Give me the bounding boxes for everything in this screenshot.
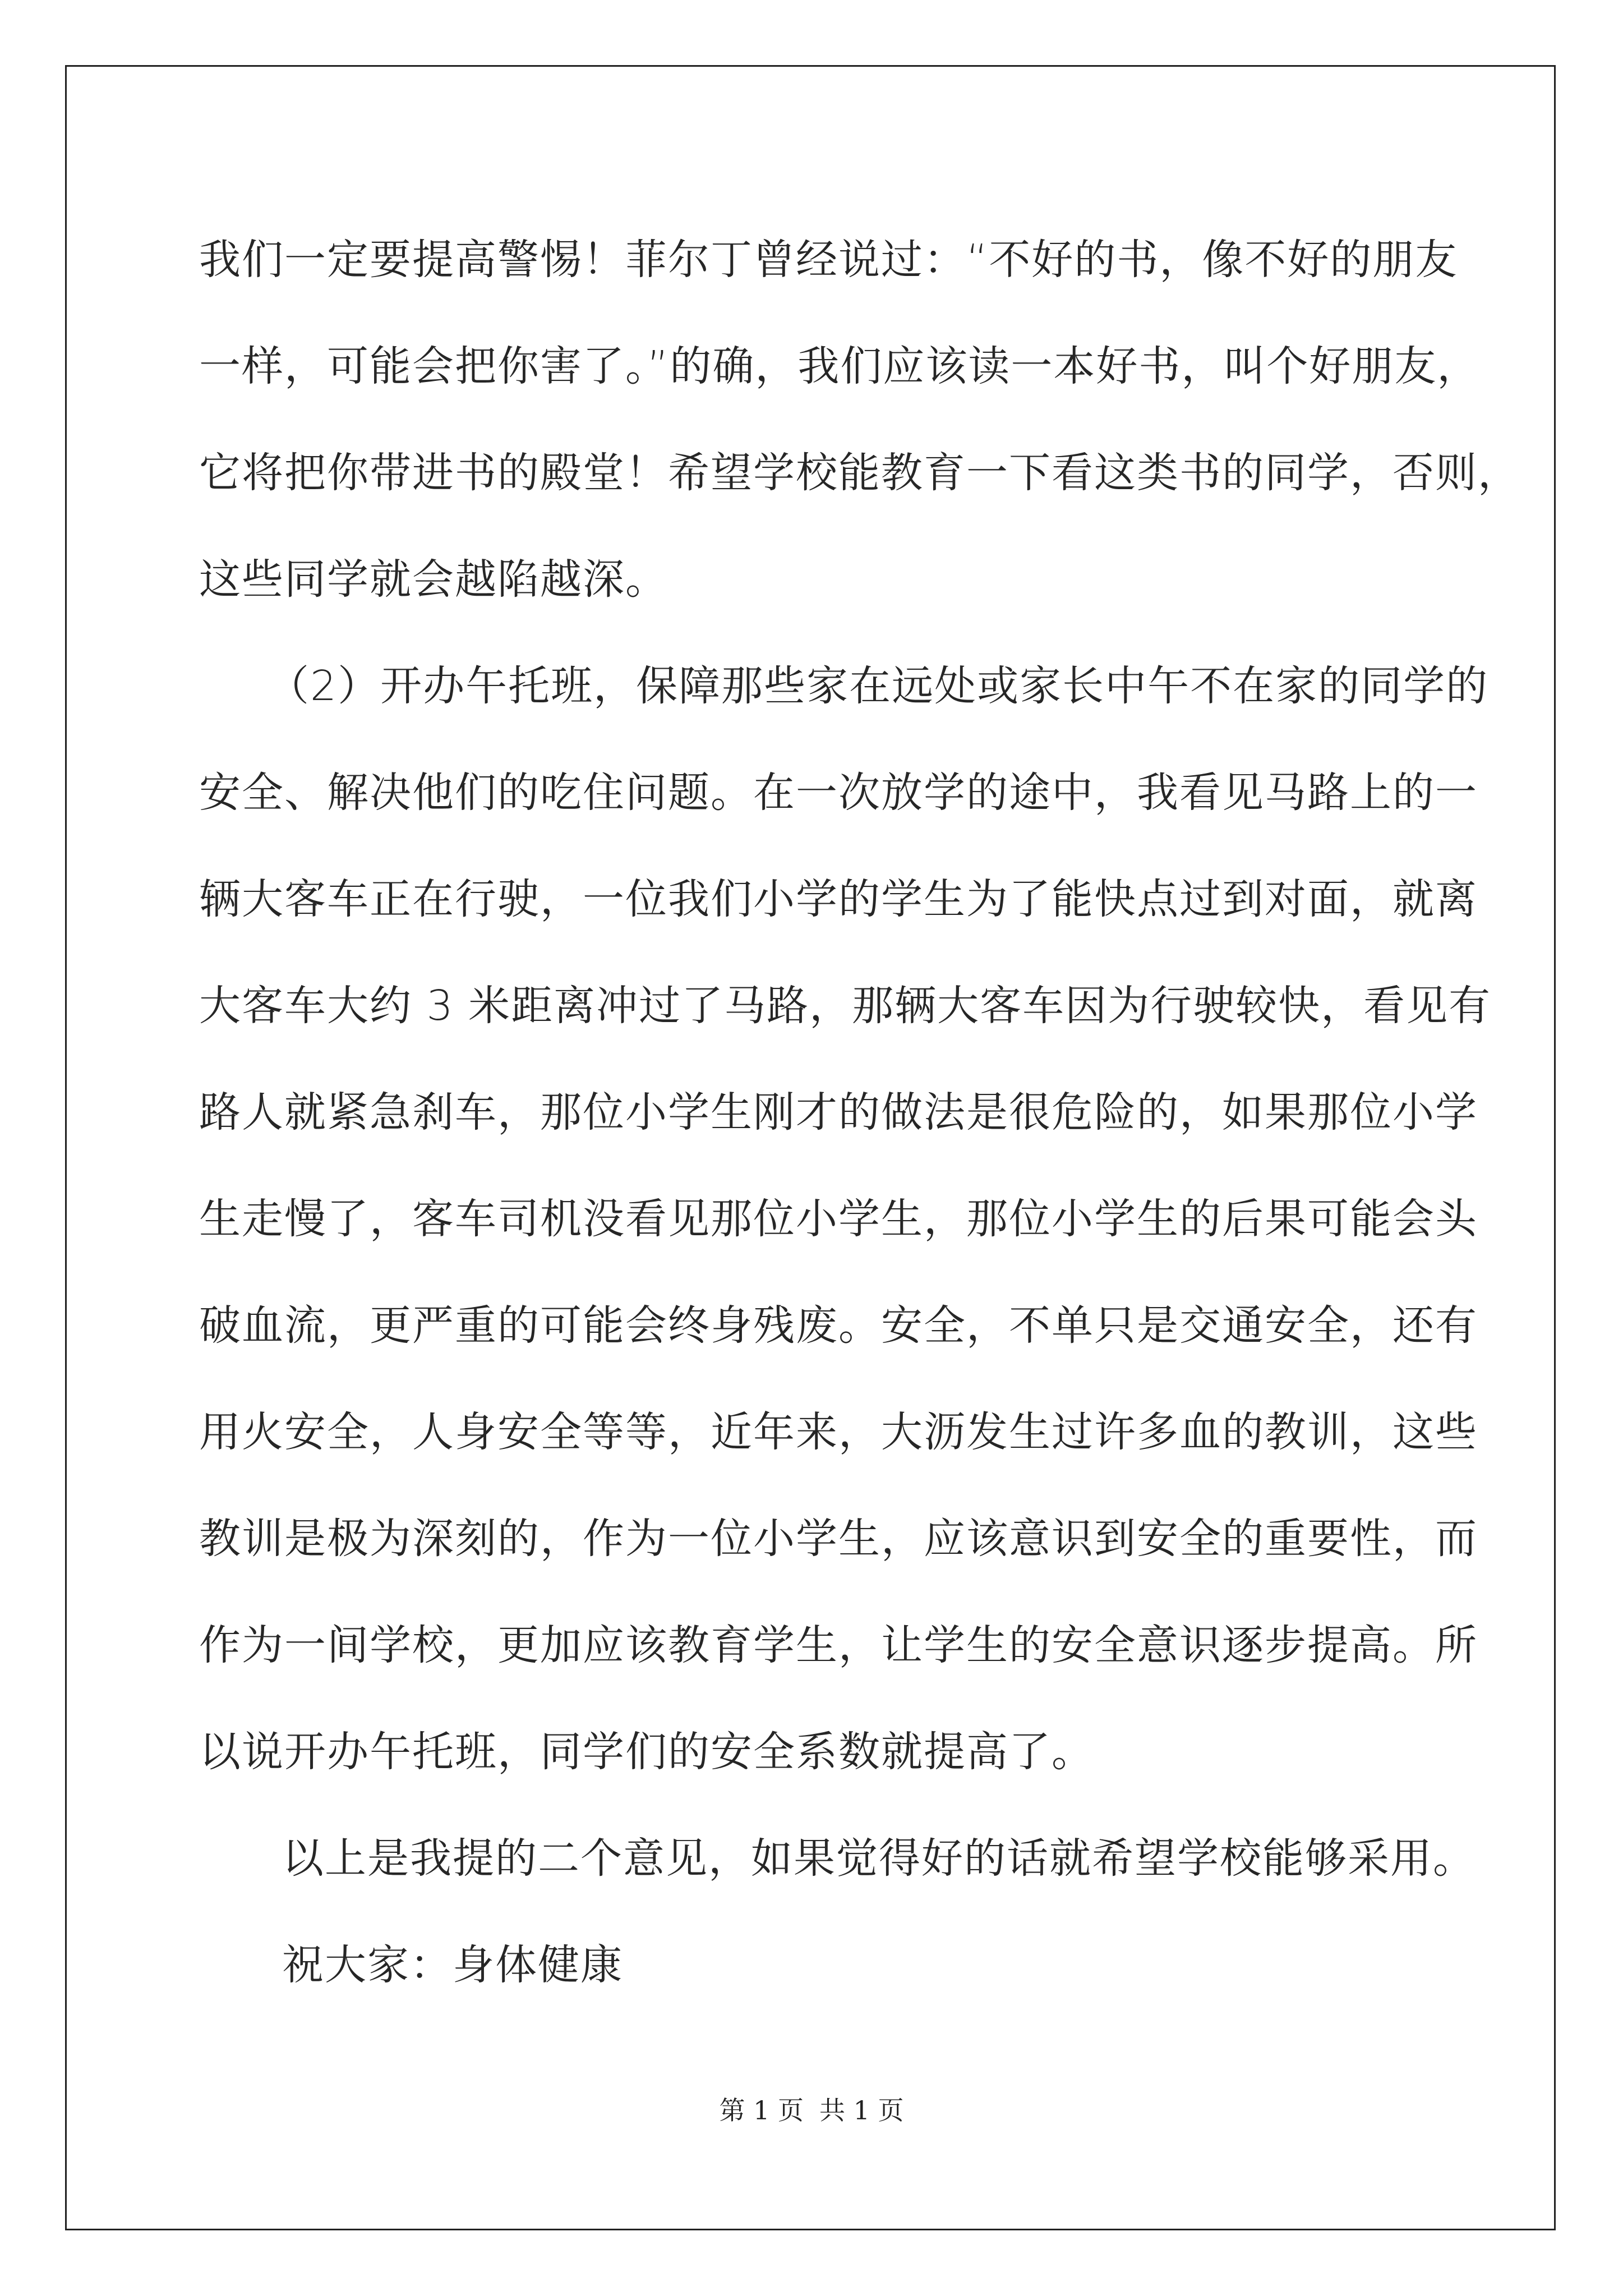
text-line: 安全、解决他们的吃住问题。在一次放学的途中，我看见马路上的一 xyxy=(199,769,1478,817)
closing-line: 祝大家：身体健康 xyxy=(282,1941,623,1989)
text-line: 以上是我提的二个意见，如果觉得好的话就希望学校能够采用。 xyxy=(282,1834,1476,1883)
text-line: 它将把你带进书的殿堂！希望学校能教育一下看这类书的同学，否则， xyxy=(199,449,1520,497)
text-line: 辆大客车正在行驶，一位我们小学的学生为了能快点过到对面，就离 xyxy=(199,875,1478,923)
document-body xyxy=(199,206,1520,2018)
text-line: 以说开办午托班，同学们的安全系数就提高了。 xyxy=(199,1728,1094,1776)
text-line: 我们一定要提高警惕！菲尔丁曾经说过：“不好的书，像不好的朋友 xyxy=(199,236,1458,284)
text-line: 一样，可能会把你害了。”的确，我们应该读一本好书，叫个好朋友， xyxy=(199,342,1480,390)
text-line: 作为一间学校，更加应该教育学生，让学生的安全意识逐步提高。所 xyxy=(199,1621,1478,1669)
text-line: 教训是极为深刻的，作为一位小学生，应该意识到安全的重要性，而 xyxy=(199,1515,1478,1563)
page-footer xyxy=(0,2090,1623,2127)
text-line: 大客车大约 3 米距离冲过了马路，那辆大客车因为行驶较快，看见有 xyxy=(199,982,1492,1030)
text-line: 生走慢了，客车司机没看见那位小学生，那位小学生的后果可能会头 xyxy=(199,1195,1478,1243)
text-line: 路人就紧急刹车，那位小学生刚才的做法是很危险的，如果那位小学 xyxy=(199,1088,1478,1137)
page-total: 共 1 页 xyxy=(819,2095,904,2125)
page-number: 第 1 页 xyxy=(719,2095,804,2125)
text-line: 用火安全，人身安全等等，近年来，大沥发生过许多血的教训，这些 xyxy=(199,1408,1478,1456)
text-line: （2）开办午托班，保障那些家在远处或家长中午不在家的同学的 xyxy=(268,662,1489,710)
text-line: 破血流，更严重的可能会终身残废。安全，不单只是交通安全，还有 xyxy=(199,1301,1478,1350)
text-line: 这些同学就会越陷越深。 xyxy=(199,555,668,604)
